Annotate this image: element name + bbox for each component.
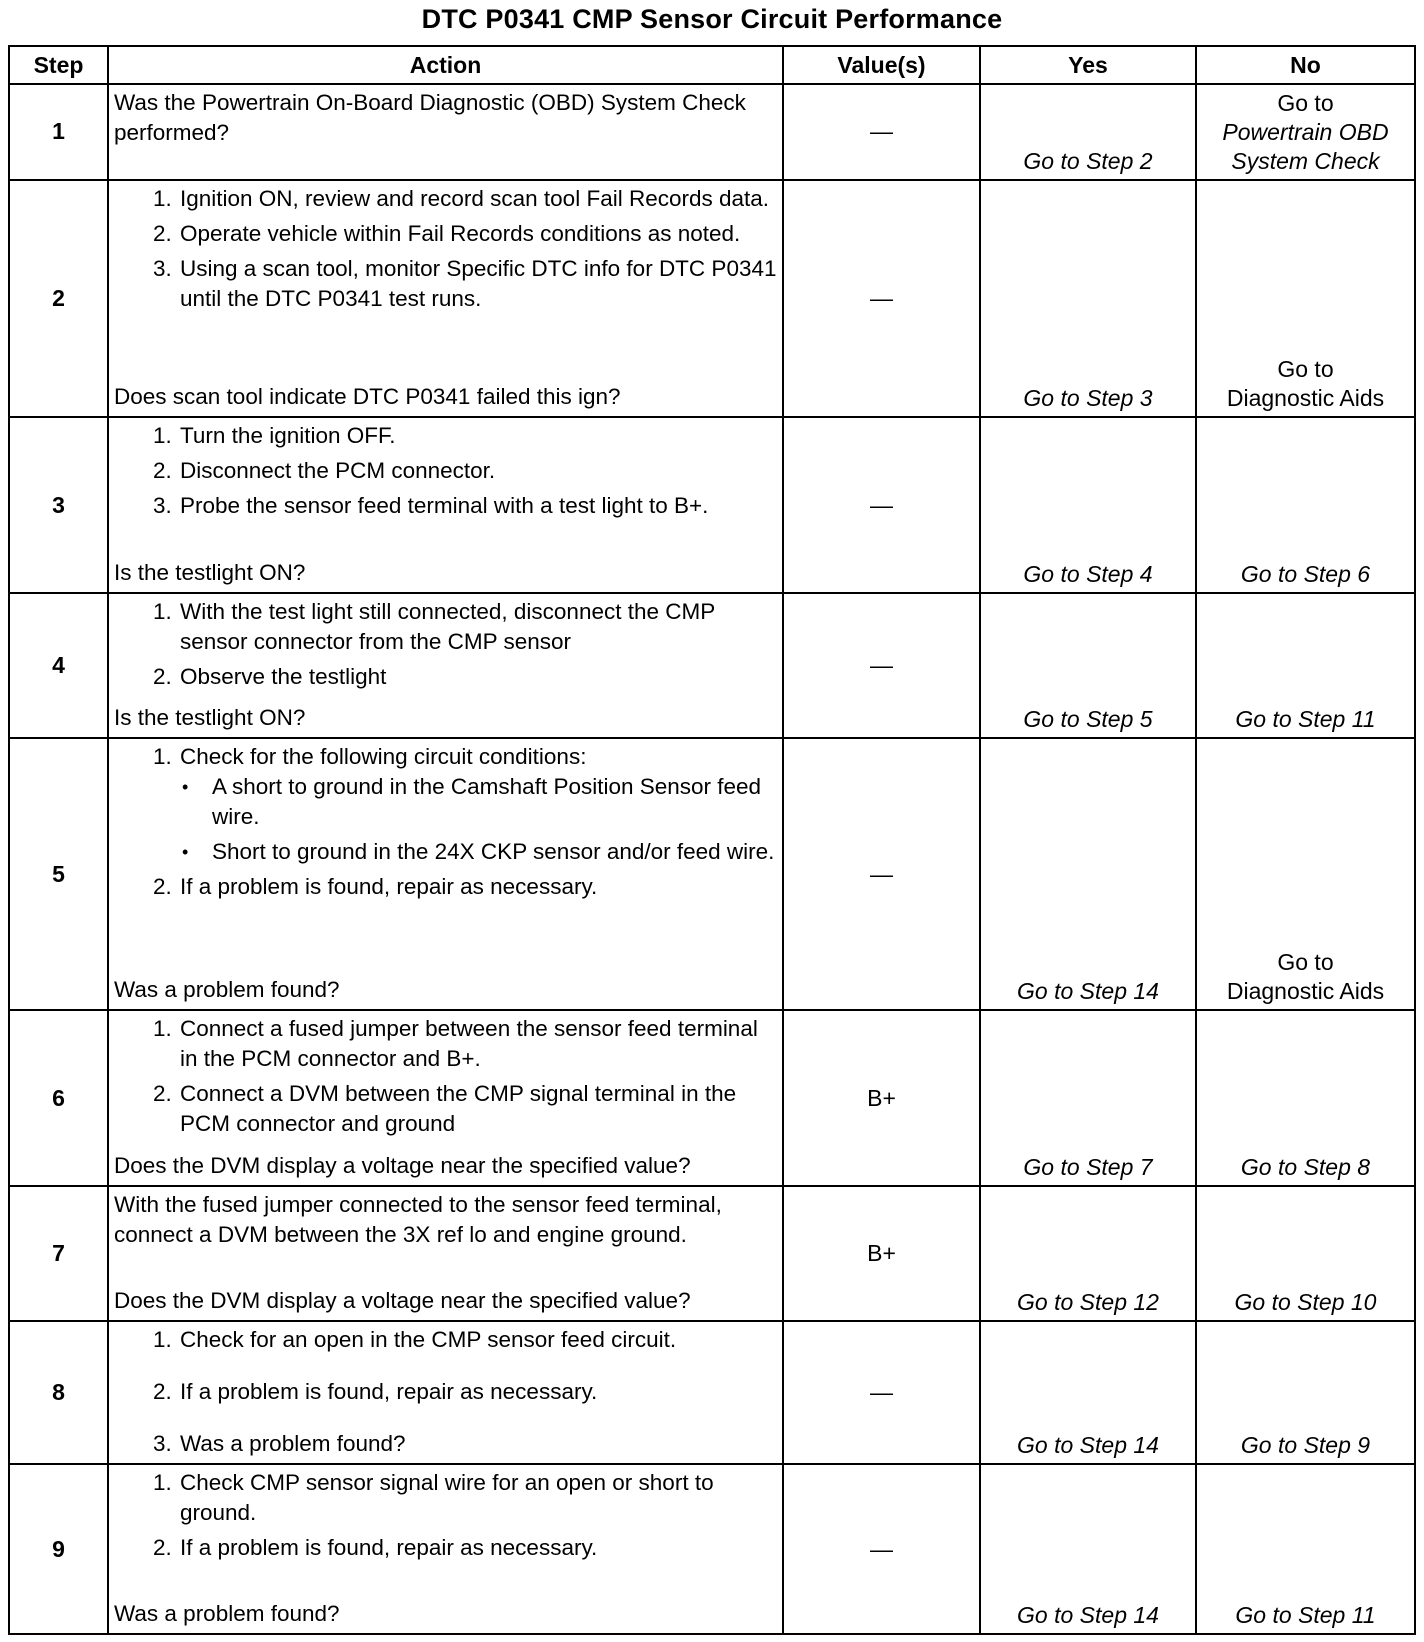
- action-cell: [108, 180, 783, 417]
- value-cell: B+: [783, 1010, 980, 1186]
- value-cell: —: [783, 738, 980, 1010]
- action-question: Does the DVM display a voltage near the specified value?: [114, 1152, 691, 1178]
- action-steps-list: [114, 742, 778, 907]
- action-step: 2. If a problem is found, repair as necessary.: [178, 1533, 778, 1563]
- no-outcome: [1196, 84, 1415, 180]
- diagnostic-table: [8, 45, 1416, 1635]
- action-step: 1. With the test light still connected, disconnect the CMP sensor connector from the CMP sensor: [178, 597, 778, 657]
- action-steps-list: [114, 1468, 778, 1568]
- step-number: 8: [9, 1321, 108, 1464]
- action-step: 2. Observe the testlight: [178, 662, 778, 692]
- action-step: [178, 742, 778, 867]
- no-outcome-target: Diagnostic Aids: [1226, 978, 1385, 1005]
- column-header-no: No: [1196, 46, 1415, 84]
- action-step: 1. Ignition ON, review and record scan tool Fail Records data.: [178, 184, 778, 214]
- value-cell: —: [783, 417, 980, 594]
- action-question: Was a problem found?: [114, 1601, 340, 1626]
- action-step: 3. Was a problem found?: [178, 1429, 778, 1459]
- action-question: Does the DVM display a voltage near the specified value?: [114, 1288, 691, 1314]
- action-text: With the fused jumper connected to the sensor feed terminal, connect a DVM between the 3X ref lo and engine ground.: [114, 1191, 722, 1247]
- action-step: 2. If a problem is found, repair as necessary.: [178, 1377, 778, 1407]
- yes-outcome: Go to Step 7: [980, 1010, 1196, 1186]
- yes-outcome: Go to Step 14: [980, 738, 1196, 1010]
- yes-outcome: Go to Step 4: [980, 417, 1196, 594]
- no-outcome-target: Powertrain OBD System Check: [1222, 118, 1389, 174]
- action-step: 1. Check CMP sensor signal wire for an open or short to ground.: [178, 1468, 778, 1528]
- no-outcome: Go to Step 11: [1196, 593, 1415, 738]
- action-step: 2. Disconnect the PCM connector.: [178, 456, 778, 486]
- value-cell: —: [783, 1321, 980, 1464]
- no-outcome-prefix: Go to: [1277, 355, 1334, 382]
- action-steps-list: [114, 421, 778, 526]
- action-step: 2. Operate vehicle within Fail Records conditions as noted.: [178, 219, 778, 249]
- condition-bullet: • A short to ground in the Camshaft Position Sensor feed wire.: [210, 772, 778, 832]
- yes-outcome: Go to Step 3: [980, 180, 1196, 417]
- column-header-step: Step: [9, 46, 108, 84]
- yes-outcome: Go to Step 14: [980, 1321, 1196, 1464]
- condition-bullet: • Short to ground in the 24X CKP sensor and/or feed wire.: [210, 837, 778, 867]
- no-outcome: Go to Step 10: [1196, 1186, 1415, 1321]
- action-cell: [108, 1010, 783, 1186]
- table-row: [9, 84, 1415, 180]
- action-step: 3. Probe the sensor feed terminal with a test light to B+.: [178, 491, 778, 521]
- action-cell: [108, 1464, 783, 1634]
- table-row: [9, 1186, 1415, 1321]
- step-number: 9: [9, 1464, 108, 1634]
- table-row: [9, 417, 1415, 594]
- value-cell: —: [783, 1464, 980, 1634]
- value-cell: —: [783, 180, 980, 417]
- action-step: 1. Connect a fused jumper between the sensor feed terminal in the PCM connector and B+.: [178, 1014, 778, 1074]
- condition-bullet-list: [180, 772, 778, 867]
- value-cell: —: [783, 593, 980, 738]
- action-question: Is the testlight ON?: [114, 560, 306, 586]
- action-steps-list: [114, 1325, 778, 1459]
- table-row: [9, 738, 1415, 1010]
- yes-outcome: Go to Step 12: [980, 1186, 1196, 1321]
- table-row: [9, 180, 1415, 417]
- header-row: [9, 46, 1415, 84]
- action-cell: [108, 593, 783, 738]
- no-outcome: [1196, 180, 1415, 417]
- no-outcome-prefix: Go to: [1277, 89, 1334, 116]
- no-outcome-prefix: Go to: [1277, 949, 1334, 976]
- step-number: 1: [9, 84, 108, 180]
- action-question: Does scan tool indicate DTC P0341 failed this ign?: [114, 383, 621, 409]
- step-number: 7: [9, 1186, 108, 1321]
- yes-outcome: Go to Step 5: [980, 593, 1196, 738]
- step-number: 3: [9, 417, 108, 594]
- step-number: 5: [9, 738, 108, 1010]
- page-title: DTC P0341 CMP Sensor Circuit Performance: [421, 4, 1003, 34]
- action-step: 1. Check for an open in the CMP sensor feed circuit.: [178, 1325, 778, 1355]
- action-step: 1. Turn the ignition OFF.: [178, 421, 778, 451]
- action-cell: [108, 84, 783, 180]
- action-cell: [108, 1186, 783, 1321]
- value-cell: B+: [783, 1186, 980, 1321]
- no-outcome: Go to Step 11: [1196, 1464, 1415, 1634]
- column-header-yes: Yes: [980, 46, 1196, 84]
- action-text: Was the Powertrain On-Board Diagnostic (OBD) System Check performed?: [114, 90, 746, 145]
- action-step: 3. Using a scan tool, monitor Specific DTC info for DTC P0341 until the DTC P0341 test runs.: [178, 254, 778, 314]
- column-header-action: Action: [108, 46, 783, 84]
- action-cell: [108, 738, 783, 1010]
- no-outcome: Go to Step 9: [1196, 1321, 1415, 1464]
- value-cell: —: [783, 84, 980, 180]
- yes-outcome: Go to Step 2: [980, 84, 1196, 180]
- step-number: 4: [9, 593, 108, 738]
- yes-outcome: Go to Step 14: [980, 1464, 1196, 1634]
- table-row: [9, 1010, 1415, 1186]
- no-outcome-target: Diagnostic Aids: [1226, 384, 1385, 411]
- no-outcome: Go to Step 8: [1196, 1010, 1415, 1186]
- table-row: [9, 1321, 1415, 1464]
- action-question: Is the testlight ON?: [114, 704, 306, 730]
- action-step: 2. If a problem is found, repair as necessary.: [178, 872, 778, 902]
- action-steps-list: [114, 597, 778, 697]
- action-step: 2. Connect a DVM between the CMP signal terminal in the PCM connector and ground: [178, 1079, 778, 1139]
- action-step-text: Check for the following circuit conditions:: [180, 743, 587, 769]
- action-steps-list: [114, 184, 778, 319]
- action-cell: [108, 1321, 783, 1464]
- table-row: [9, 1464, 1415, 1634]
- column-header-value: Value(s): [783, 46, 980, 84]
- action-question: Was a problem found?: [114, 977, 340, 1003]
- no-outcome: Go to Step 6: [1196, 417, 1415, 594]
- action-steps-list: [114, 1014, 778, 1144]
- no-outcome: [1196, 738, 1415, 1010]
- action-cell: [108, 417, 783, 594]
- step-number: 2: [9, 180, 108, 417]
- table-row: [9, 593, 1415, 738]
- step-number: 6: [9, 1010, 108, 1186]
